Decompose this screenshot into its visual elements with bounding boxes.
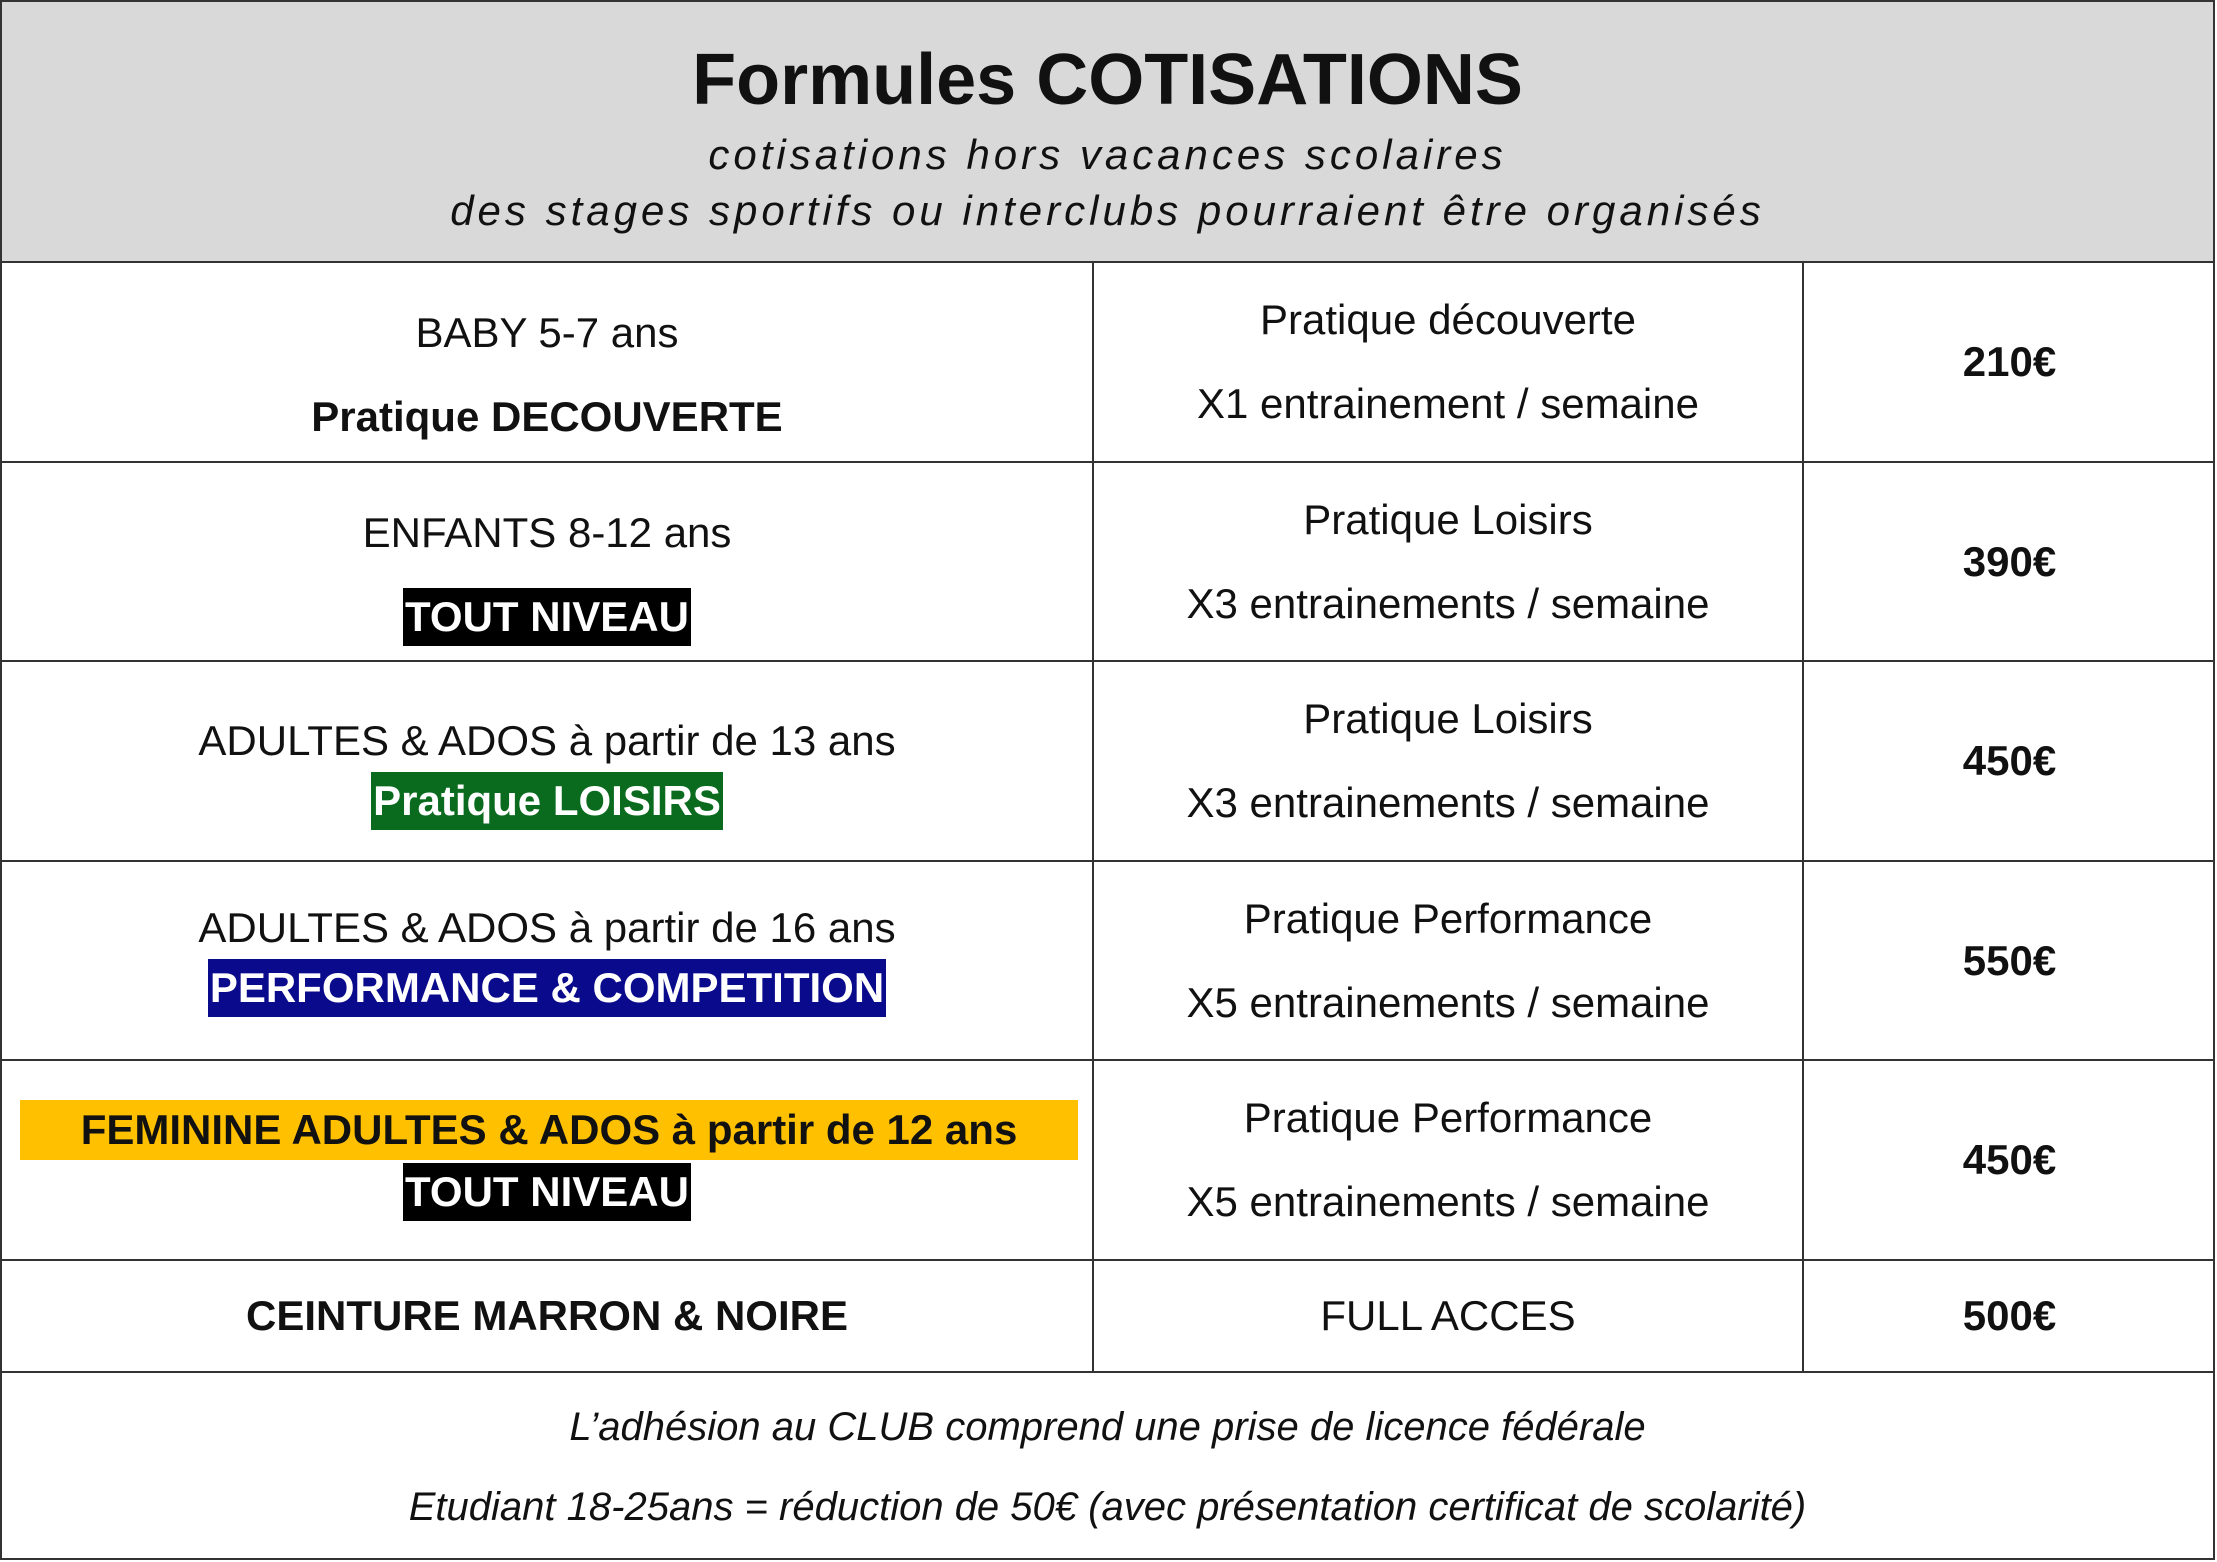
table-row-adultes-16 — [2, 862, 2213, 1061]
frequency-label: X3 entrainements / semaine — [1186, 779, 1710, 826]
page-title: Formules COTISATIONS — [692, 40, 1523, 120]
practice-label: Pratique Performance — [1243, 895, 1653, 942]
subtitle-stages: des stages sportifs ou interclubs pourraient être organisés — [450, 187, 1765, 234]
price-cell — [1804, 263, 2215, 461]
category-cell — [2, 1261, 1094, 1371]
frequency-label: X3 entrainements / semaine — [1186, 580, 1710, 627]
table-row-baby — [2, 263, 2213, 463]
price-cell — [1804, 1061, 2215, 1259]
frequency-label: X5 entrainements / semaine — [1186, 1178, 1710, 1225]
level-label: Pratique DECOUVERTE — [311, 393, 783, 440]
practice-label: FULL ACCES — [1320, 1292, 1576, 1339]
category-label: CEINTURE MARRON & NOIRE — [245, 1292, 848, 1339]
practice-cell — [1094, 662, 1804, 860]
practice-label: Pratique découverte — [1260, 296, 1636, 343]
practice-label: Pratique Loisirs — [1303, 695, 1593, 742]
price-value: 210€ — [1962, 338, 2057, 385]
table-row-enfants — [2, 463, 2213, 662]
level-badge-loisirs: Pratique LOISIRS — [371, 772, 723, 830]
practice-cell — [1094, 463, 1804, 660]
practice-cell — [1094, 862, 1804, 1059]
category-cell — [2, 662, 1094, 860]
table-row-feminine — [2, 1061, 2213, 1261]
footer-licence-note: L’adhésion au CLUB comprend une prise de licence fédérale — [569, 1405, 1646, 1449]
frequency-label: X5 entrainements / semaine — [1186, 979, 1710, 1026]
table-row-ceinture — [2, 1261, 2213, 1373]
category-cell — [2, 1061, 1094, 1259]
footer-student-discount: Etudiant 18-25ans = réduction de 50€ (avec présentation certificat de scolarité) — [408, 1485, 1807, 1529]
frequency-label: X1 entrainement / semaine — [1197, 380, 1699, 427]
table-header — [2, 2, 2213, 263]
table-footer — [2, 1373, 2213, 1560]
price-value: 500€ — [1962, 1292, 2057, 1339]
subtitle-school-holidays: cotisations hors vacances scolaires — [708, 131, 1507, 178]
level-badge-performance: PERFORMANCE & COMPETITION — [208, 959, 886, 1017]
price-value: 450€ — [1962, 737, 2057, 784]
practice-label: Pratique Loisirs — [1303, 496, 1593, 543]
table-row-adultes-13 — [2, 662, 2213, 862]
price-value: 450€ — [1962, 1136, 2057, 1183]
practice-cell — [1094, 1061, 1804, 1259]
category-badge-feminine: FEMININE ADULTES & ADOS à partir de 12 ans — [20, 1100, 1078, 1160]
category-label: ENFANTS 8-12 ans — [362, 509, 732, 556]
practice-cell — [1094, 1261, 1804, 1371]
category-label: ADULTES & ADOS à partir de 16 ans — [198, 904, 896, 951]
practice-cell — [1094, 263, 1804, 461]
category-cell — [2, 263, 1094, 461]
price-cell — [1804, 862, 2215, 1059]
practice-label: Pratique Performance — [1243, 1094, 1653, 1141]
price-value: 550€ — [1962, 937, 2057, 984]
price-value: 390€ — [1962, 538, 2057, 585]
level-badge-tout-niveau: TOUT NIVEAU — [403, 1163, 691, 1221]
price-cell — [1804, 662, 2215, 860]
category-label: BABY 5-7 ans — [415, 309, 679, 356]
category-label: ADULTES & ADOS à partir de 13 ans — [198, 717, 896, 764]
price-cell — [1804, 1261, 2215, 1371]
price-cell — [1804, 463, 2215, 660]
category-cell — [2, 463, 1094, 660]
level-badge-tout-niveau: TOUT NIVEAU — [403, 588, 691, 646]
category-cell — [2, 862, 1094, 1059]
